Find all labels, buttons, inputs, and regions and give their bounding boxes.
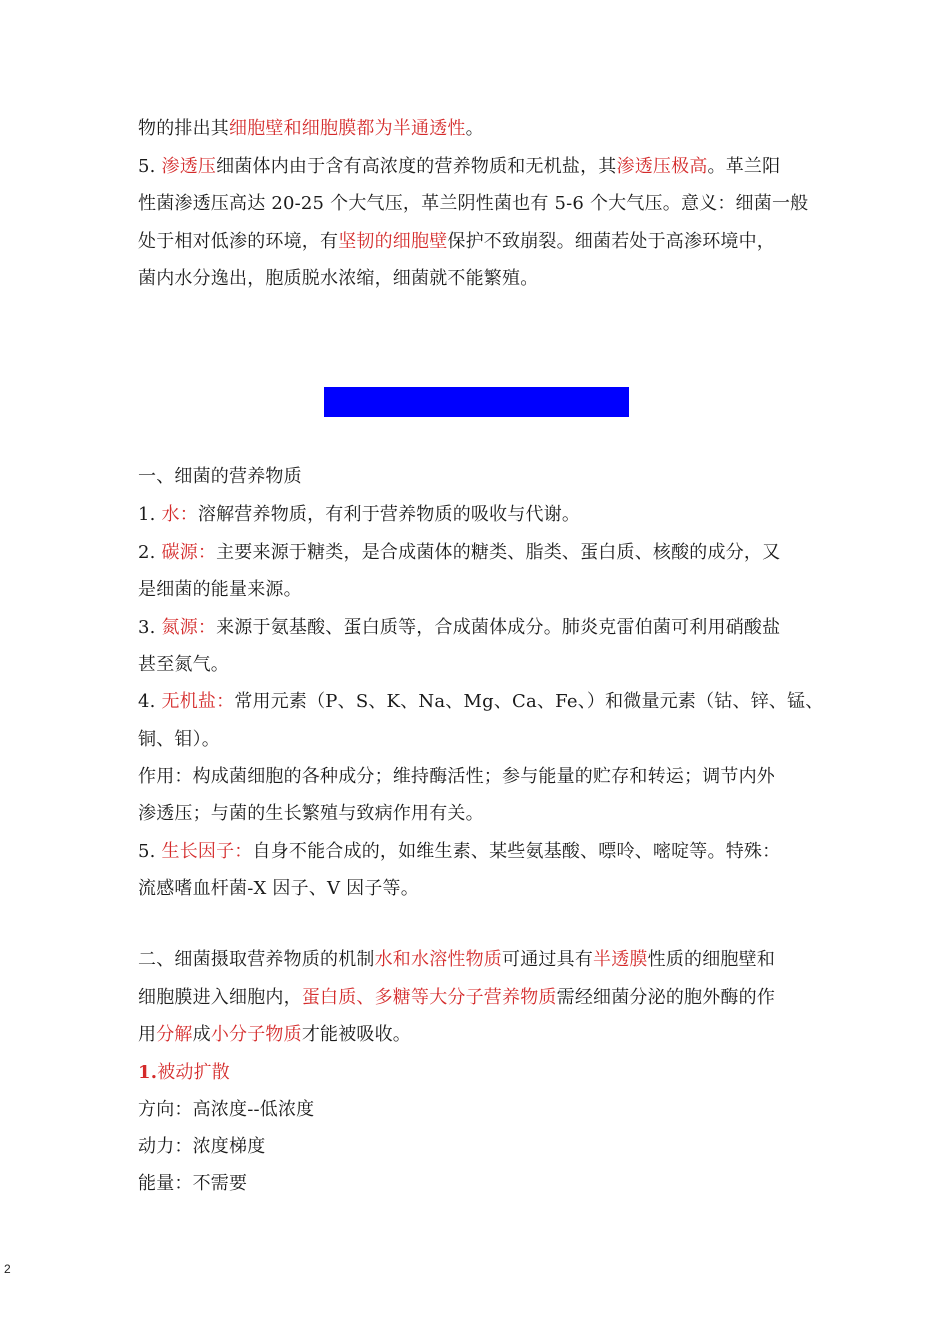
text: 细胞膜进入细胞内， — [138, 987, 302, 1008]
highlight-text: 分解 — [156, 1024, 193, 1045]
list-item — [138, 503, 818, 527]
list-number: 2. — [138, 542, 162, 563]
paragraph-line — [138, 155, 818, 179]
highlight-label: 水： — [161, 504, 198, 525]
text: 。 — [465, 118, 484, 139]
section-heading — [138, 948, 818, 972]
text: 需经细菌分泌的胞外酶的作 — [556, 987, 776, 1008]
list-number: 3. — [138, 617, 162, 638]
paragraph-line: 能量：不需要 — [138, 1173, 248, 1194]
paragraph-line — [138, 986, 818, 1010]
text: 物的排出其 — [138, 118, 229, 139]
paragraph-line: 动力：浓度梯度 — [138, 1136, 266, 1157]
paragraph-line: 甚至氮气。 — [138, 654, 229, 675]
text: 处于相对低渗的环境，有 — [138, 231, 339, 252]
highlight-text: 坚韧的细胞壁 — [338, 231, 448, 252]
section-heading: 一、细菌的营养物质 — [138, 466, 302, 487]
text: 成 — [192, 1024, 211, 1045]
text: 细菌体内由于含有高浓度的营养物质和无机盐，其 — [216, 156, 617, 177]
highlight-label: 无机盐： — [161, 691, 235, 712]
highlight-label: 碳源： — [161, 542, 217, 563]
list-item — [138, 541, 818, 565]
highlight-label: 生长因子： — [161, 841, 253, 862]
highlight-label: 氮源： — [161, 617, 217, 638]
list-number: 4. — [138, 691, 162, 712]
paragraph-line: 铜、钼）。 — [138, 729, 220, 750]
paragraph-line: 菌内水分逸出，胞质脱水浓缩，细菌就不能繁殖。 — [138, 268, 539, 289]
text: 主要来源于糖类，是合成菌体的糖类、脂类、蛋白质、核酸的成分，又 — [216, 542, 781, 563]
subsection-title: 被动扩散 — [157, 1062, 231, 1083]
paragraph-line — [138, 117, 818, 141]
highlight-text: 水和水溶性物质 — [374, 949, 503, 970]
text: 自身不能合成的，如维生素、某些氨基酸、嘌呤、嘧啶等。特殊： — [252, 841, 781, 862]
paragraph-line: 渗透压；与菌的生长繁殖与致病作用有关。 — [138, 803, 484, 824]
text: 溶解营养物质，有利于营养物质的吸收与代谢。 — [197, 504, 581, 525]
text: 来源于氨基酸、蛋白质等，合成菌体成分。肺炎克雷伯菌可利用硝酸盐 — [216, 617, 781, 638]
paragraph-line — [138, 1023, 818, 1047]
paragraph-line: 性菌渗透压高达 20-25 个大气压，革兰阴性菌也有 5-6 个大气压。意义：细菌一般 — [138, 193, 809, 214]
paragraph-line: 流感嗜血杆菌-X 因子、V 因子等。 — [138, 878, 419, 899]
text: 才能被吸收。 — [301, 1024, 412, 1045]
paragraph-line: 方向：高浓度--低浓度 — [138, 1099, 315, 1120]
paragraph-line — [138, 230, 818, 254]
list-number: 1. — [138, 504, 162, 525]
highlight-text: 细胞壁和细胞膜都为半通透性 — [229, 118, 466, 139]
list-number: 5. — [138, 156, 162, 177]
text: 性质的细胞壁和 — [647, 949, 776, 970]
subsection-number: 1. — [138, 1062, 158, 1083]
text: 保护不致崩裂。细菌若处于高渗环境中， — [447, 231, 776, 252]
page-number: 2 — [4, 1262, 11, 1276]
text: 用 — [138, 1024, 157, 1045]
paragraph-line: 作用：构成菌细胞的各种成分；维持酶活性；参与能量的贮存和转运；调节内外 — [138, 766, 775, 787]
paragraph-line: 是细菌的能量来源。 — [138, 579, 302, 600]
list-number: 5. — [138, 841, 162, 862]
list-item — [138, 616, 818, 640]
text: 可通过具有 — [502, 949, 594, 970]
list-item — [138, 690, 824, 714]
text: 。革兰阳 — [707, 156, 781, 177]
blue-banner — [324, 387, 629, 417]
subsection-heading — [138, 1061, 818, 1085]
list-item — [138, 840, 818, 864]
highlight-text: 半透膜 — [593, 949, 648, 970]
highlight-text: 渗透压极高 — [616, 156, 708, 177]
text: 二、细菌摄取营养物质的机制 — [138, 949, 375, 970]
highlight-text: 蛋白质、多糖等大分子营养物质 — [301, 987, 557, 1008]
highlight-text: 小分子物质 — [210, 1024, 302, 1045]
highlight-text: 渗透压 — [161, 156, 217, 177]
text: 常用元素（P、S、K、Na、Mg、Ca、Fe、）和微量元素（钴、锌、锰、 — [234, 691, 824, 712]
